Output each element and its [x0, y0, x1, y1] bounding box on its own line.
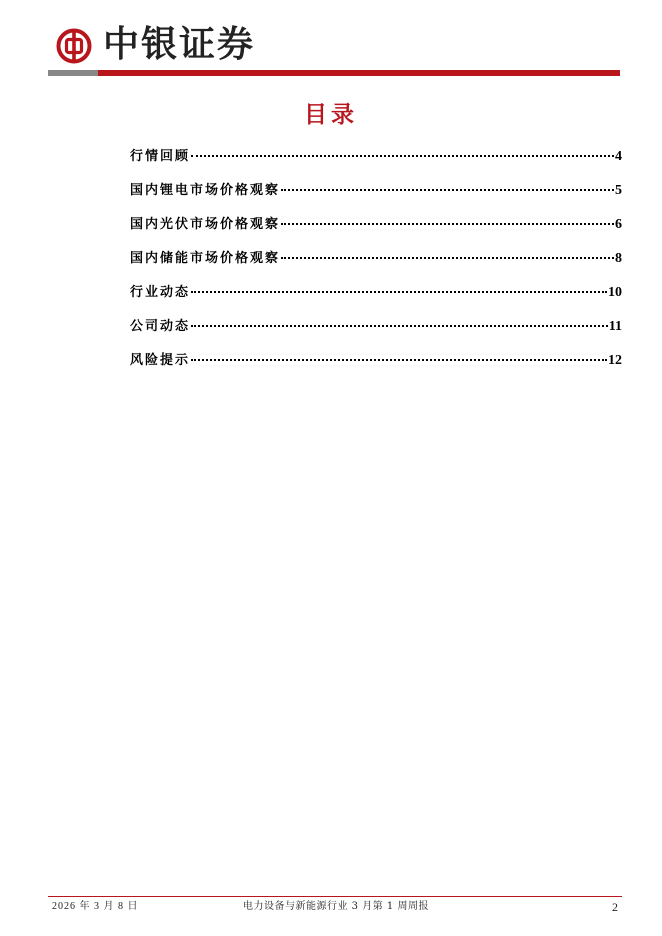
- toc-entry-page: 10: [608, 285, 622, 300]
- toc-entry-page: 12: [608, 353, 622, 368]
- toc-entry-label: 行情回顾: [130, 149, 191, 164]
- toc-entry-label: 国内储能市场价格观察: [130, 251, 281, 266]
- toc-entry-pv-price[interactable]: [130, 214, 622, 236]
- toc-entry-page: 8: [615, 251, 622, 266]
- toc-entry-storage-price[interactable]: [130, 248, 622, 270]
- toc-entry-page: 5: [615, 183, 622, 198]
- toc-entry-page: 4: [615, 149, 622, 164]
- toc-entry-industry-news[interactable]: [130, 282, 622, 304]
- footer-rule: [48, 896, 622, 897]
- toc-leader-dots: [191, 325, 608, 327]
- brand-name: 中银证券: [103, 24, 256, 65]
- toc-leader-dots: [191, 291, 607, 293]
- toc-entry-label: 国内光伏市场价格观察: [130, 217, 281, 232]
- page-header: [0, 0, 662, 80]
- footer-page-number: 2: [612, 900, 618, 914]
- bank-of-china-logo-icon: [56, 28, 92, 64]
- toc-entry-label: 公司动态: [130, 319, 191, 334]
- header-rule-red: [98, 70, 620, 76]
- page-footer: [48, 899, 622, 915]
- toc-entry-label: 国内锂电市场价格观察: [130, 183, 281, 198]
- toc-entry-company-news[interactable]: [130, 316, 622, 338]
- toc-entry-lithium-price[interactable]: [130, 180, 622, 202]
- toc-entry-label: 风险提示: [130, 353, 191, 368]
- toc-entry-risk-warning[interactable]: [130, 350, 622, 372]
- toc-entry-market-review[interactable]: [130, 146, 622, 168]
- toc-entry-page: 6: [615, 217, 622, 232]
- toc-leader-dots: [191, 155, 614, 157]
- toc-title: 目录: [304, 102, 358, 128]
- toc-leader-dots: [281, 189, 614, 191]
- toc-leader-dots: [191, 359, 607, 361]
- toc-leader-dots: [281, 223, 614, 225]
- toc-entry-page: 11: [608, 319, 622, 334]
- footer-report-title: 电力设备与新能源行业 3 月第 1 周周报: [243, 901, 429, 912]
- toc-leader-dots: [281, 257, 614, 259]
- footer-date: 2026 年 3 月 8 日: [52, 901, 139, 912]
- toc-list: [130, 146, 622, 384]
- header-rule-gray: [48, 70, 98, 76]
- toc-entry-label: 行业动态: [130, 285, 191, 300]
